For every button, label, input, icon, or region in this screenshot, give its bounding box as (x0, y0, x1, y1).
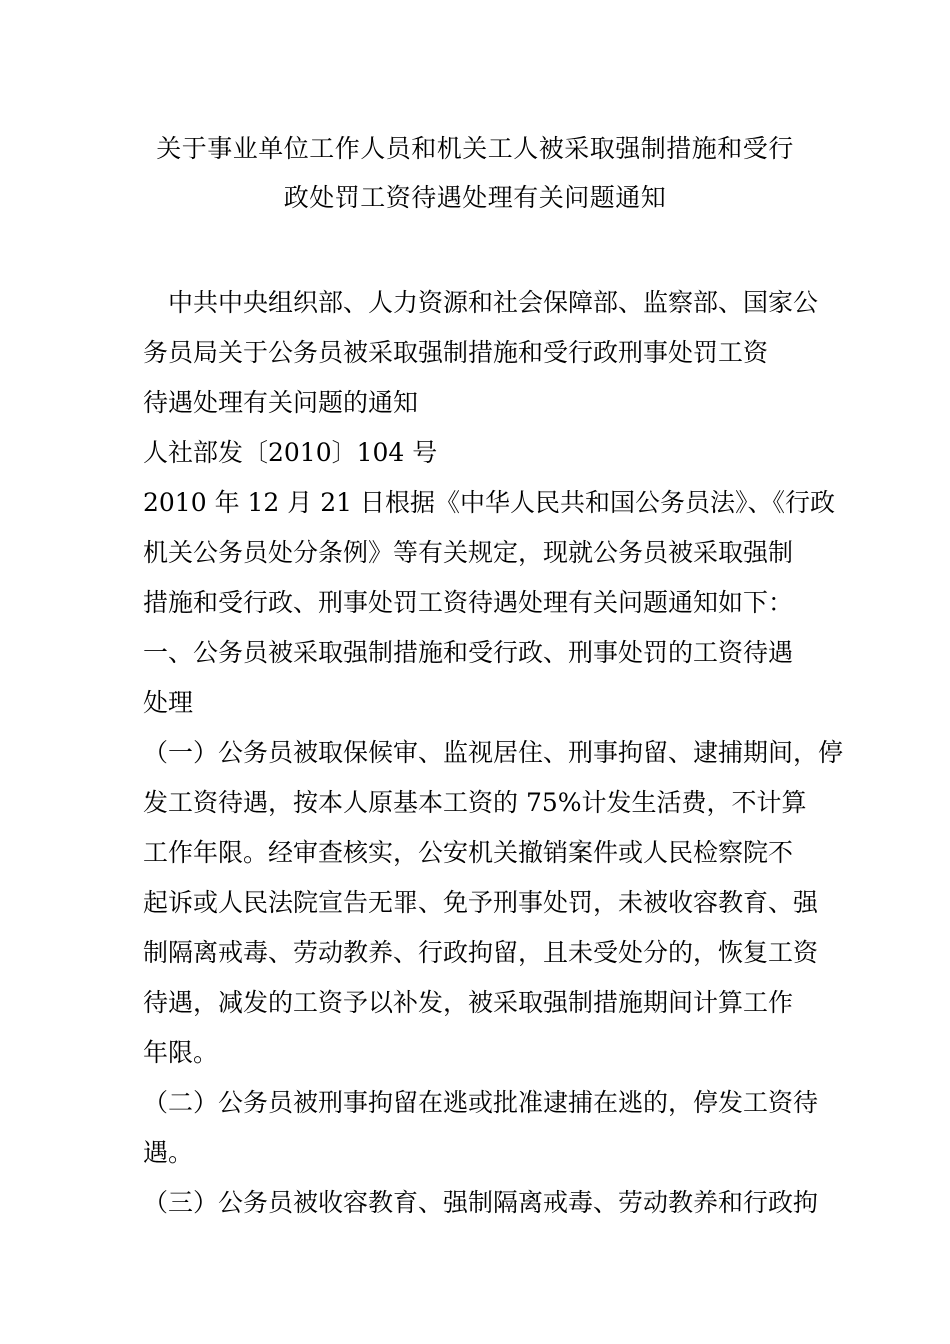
intro-line-1: 2010 年 12 月 21 日根据《中华人民共和国公务员法》、《行政 (143, 488, 835, 517)
title-line-2: 政处罚工资待遇处理有关问题通知 (283, 183, 667, 212)
document-number: 人社部发〔2010〕104 号 (143, 438, 438, 467)
intro-line-3: 措施和受行政、刑事处罚工资待遇处理有关问题通知如下： (143, 588, 794, 617)
item-1-line-3: 工作年限。经审查核实，公安机关撤销案件或人民检察院不 (143, 838, 794, 867)
item-1-line-2: 发工资待遇，按本人原基本工资的 75%计发生活费，不计算 (143, 788, 807, 817)
section-1-line-1: 一、公务员被采取强制措施和受行政、刑事处罚的工资待遇 (143, 638, 794, 667)
heading-line-3: 待遇处理有关问题的通知 (143, 388, 419, 417)
item-2-line-2: 遇。 (143, 1138, 194, 1167)
heading-line-2: 务员局关于公务员被采取强制措施和受行政刑事处罚工资 (143, 338, 769, 367)
item-2-line-1: （二）公务员被刑事拘留在逃或批准逮捕在逃的，停发工资待 (143, 1088, 819, 1117)
item-1-line-4: 起诉或人民法院宣告无罪、免予刑事处罚，未被收容教育、强 (143, 888, 819, 917)
document-body (143, 278, 844, 1228)
heading-line-1: 中共中央组织部、人力资源和社会保障部、监察部、国家公 (168, 288, 819, 317)
item-1-line-5: 制隔离戒毒、劳动教养、行政拘留，且未受处分的，恢复工资 (143, 938, 819, 967)
section-1-line-2: 处理 (143, 688, 194, 717)
intro-line-2: 机关公务员处分条例》等有关规定，现就公务员被采取强制 (143, 538, 794, 567)
item-1-line-7: 年限。 (143, 1038, 219, 1067)
item-1-line-1: （一）公务员被取保候审、监视居住、刑事拘留、逮捕期间，停 (143, 738, 844, 767)
item-3-line-1: （三）公务员被收容教育、强制隔离戒毒、劳动教养和行政拘 (143, 1188, 819, 1217)
title-line-1: 关于事业单位工作人员和机关工人被采取强制措施和受行 (156, 134, 794, 163)
item-1-line-6: 待遇，减发的工资予以补发，被采取强制措施期间计算工作 (143, 988, 794, 1017)
document-title (143, 124, 807, 222)
